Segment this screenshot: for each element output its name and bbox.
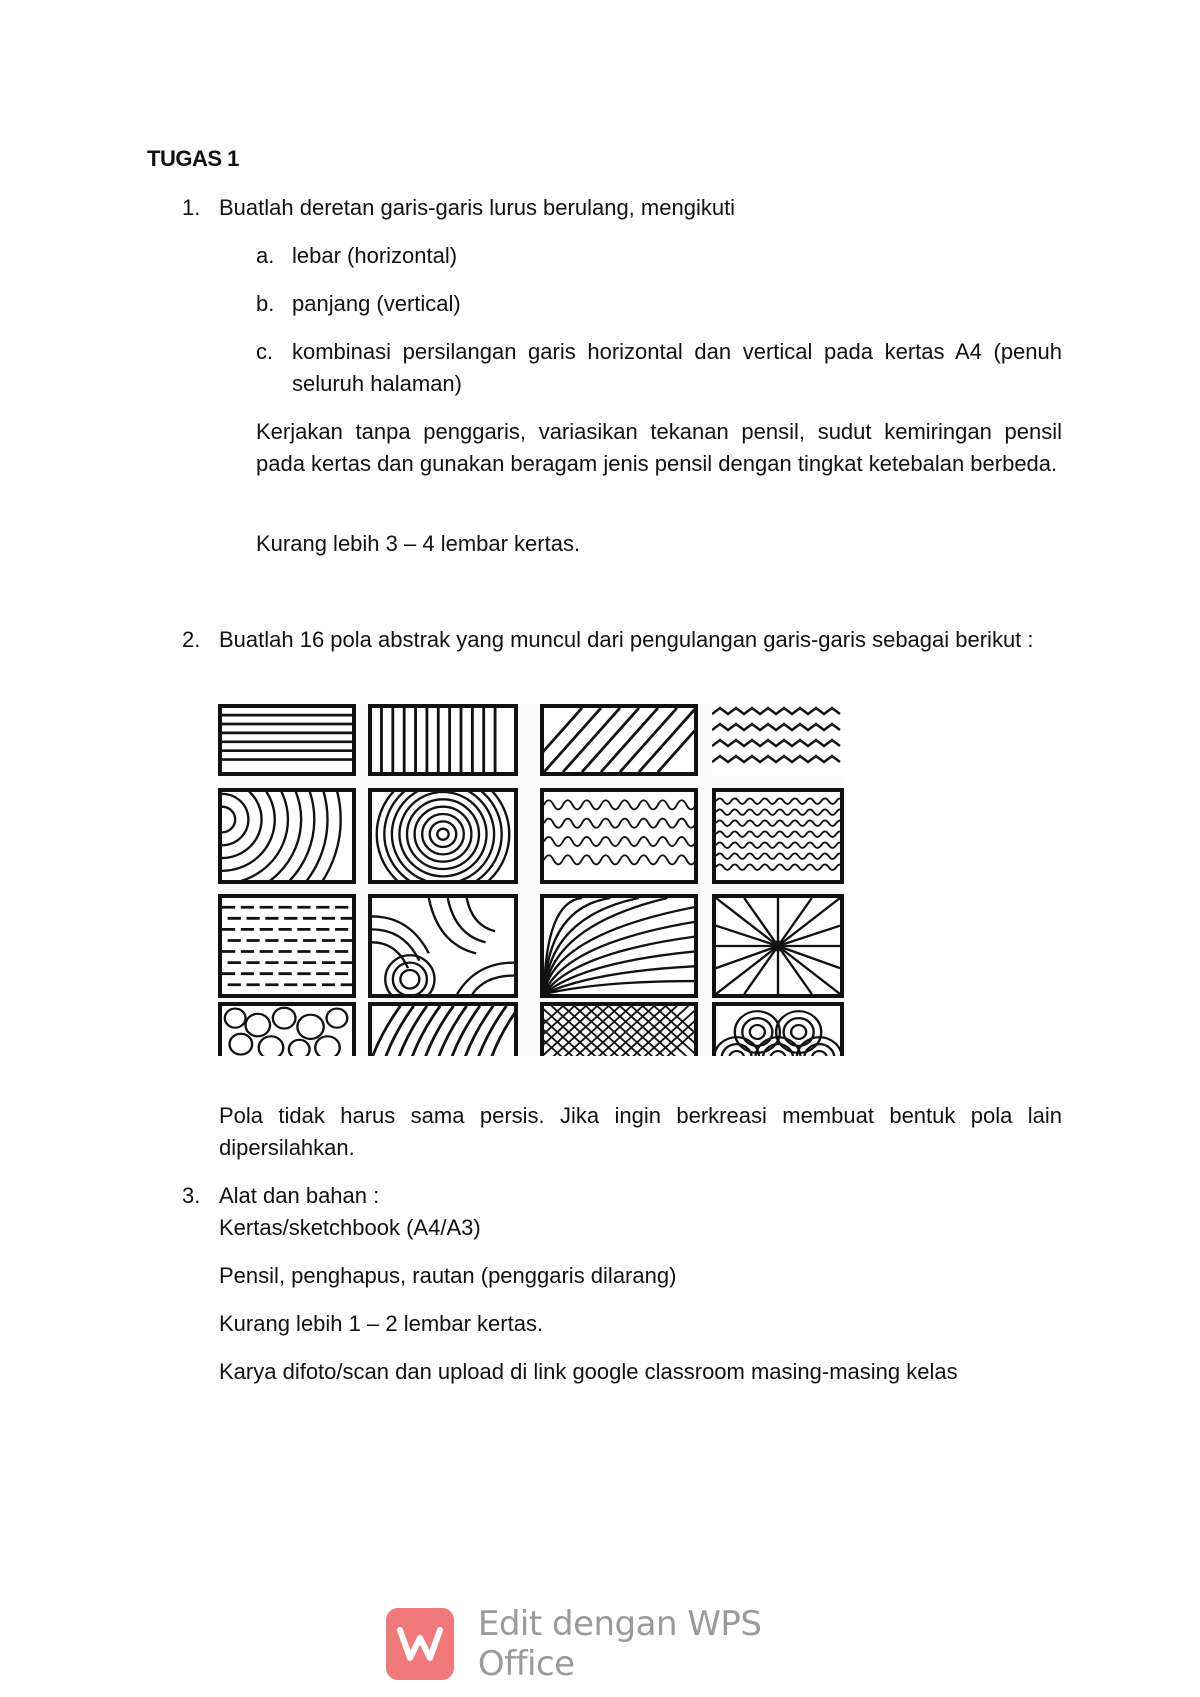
item-3-tools: Pensil, penghapus, rautan (penggaris dilarang) [219, 1263, 677, 1288]
item-1b-marker: b. [256, 291, 275, 316]
pattern-fan-curves [540, 894, 698, 998]
item-2-number: 2. [182, 627, 201, 652]
pattern-grid-image [218, 704, 844, 1056]
pattern-diagonal-lines [540, 704, 698, 776]
pattern-dense-scribbles [712, 788, 844, 884]
item-2-text: Buatlah 16 pola abstrak yang muncul dari pengulangan garis-garis sebagai berikut : [219, 627, 1034, 652]
item-3-heading: Alat dan bahan : [219, 1183, 380, 1208]
pattern-corner-arcs [218, 788, 356, 884]
item-1c-text: kombinasi persilangan garis horizontal dan vertical pada kertas A4 (penuh seluruh halaman) [292, 339, 1062, 396]
pattern-wavy-loops [540, 788, 698, 884]
item-3-materials: Kertas/sketchbook (A4/A3) [219, 1215, 481, 1240]
item-1-number: 1. [182, 195, 201, 220]
item-1c-marker: c. [256, 339, 274, 364]
pattern-swirl-arcs [368, 894, 518, 998]
wps-edit-banner[interactable] [386, 1606, 846, 1682]
pattern-diagonal-curves [368, 1002, 518, 1056]
item-1-text: Buatlah deretan garis-garis lurus berulang, mengikuti [219, 195, 736, 220]
item-3-number: 3. [182, 1183, 201, 1208]
pattern-radial-burst [712, 894, 844, 998]
pattern-dashes [218, 894, 356, 998]
item-1-amount: Kurang lebih 3 – 4 lembar kertas. [256, 531, 581, 556]
wps-logo-icon [386, 1608, 454, 1680]
item-1-note: Kerjakan tanpa penggaris, variasikan tekanan pensil, sudut kemiringan pensil pada kertas dan gunakan beragam jenis pensil dengan tingkat ketebalan berbeda. [256, 419, 1062, 476]
pattern-horizontal-lines [218, 704, 356, 776]
item-1a-text: lebar (horizontal) [292, 243, 458, 268]
pattern-spiral [368, 788, 518, 884]
item-1a-marker: a. [256, 243, 275, 268]
item-1b-text: panjang (vertical) [292, 291, 461, 316]
pattern-scallops [712, 1002, 844, 1056]
pattern-vertical-lines [368, 704, 518, 776]
pattern-zigzag-lines [712, 704, 844, 776]
item-3-amount: Kurang lebih 1 – 2 lembar kertas. [219, 1311, 544, 1336]
item-2-note: Pola tidak harus sama persis. Jika ingin berkreasi membuat bentuk pola lain dipersilahkan. [219, 1103, 1062, 1160]
pattern-crosshatch [540, 1002, 698, 1056]
pattern-circles [218, 1002, 356, 1056]
item-3-submission: Karya difoto/scan dan upload di link google classroom masing-masing kelas [219, 1359, 958, 1384]
wps-edit-label: Edit dengan WPS Office [477, 1604, 762, 1684]
page-title: TUGAS 1 [147, 146, 239, 171]
